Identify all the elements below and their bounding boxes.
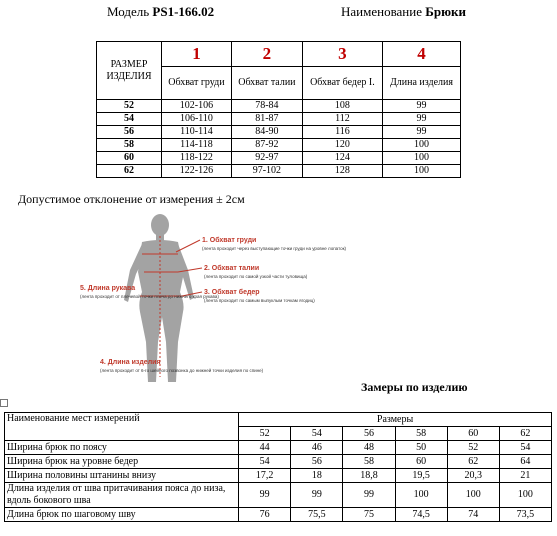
measures-title: Замеры по изделию bbox=[361, 380, 468, 394]
measure-name: Ширина брюк на уровне бедер bbox=[5, 455, 239, 469]
size-cell: 60 bbox=[97, 152, 162, 165]
measure-value: 19,5 bbox=[395, 469, 447, 483]
measure-row bbox=[5, 483, 552, 508]
value-cell: 100 bbox=[382, 152, 460, 165]
measure-name-header: Наименование мест измерений bbox=[5, 413, 239, 441]
measure-value: 48 bbox=[343, 441, 395, 455]
measure-row bbox=[5, 508, 552, 522]
measure-name: Ширина брюк по поясу bbox=[5, 441, 239, 455]
size-header: РАЗМЕР ИЗДЕЛИЯ bbox=[97, 42, 162, 100]
measure-value: 76 bbox=[239, 508, 291, 522]
value-cell: 100 bbox=[382, 165, 460, 178]
size-row bbox=[97, 165, 461, 178]
value-cell: 108 bbox=[302, 100, 382, 113]
column-header: Обхват талии bbox=[231, 67, 302, 100]
measure-value: 18,8 bbox=[343, 469, 395, 483]
value-cell: 124 bbox=[302, 152, 382, 165]
measurement-figure bbox=[80, 212, 370, 387]
size-cell: 54 bbox=[97, 113, 162, 126]
measure-value: 99 bbox=[343, 483, 395, 508]
measure-value: 100 bbox=[395, 483, 447, 508]
measure-value: 64 bbox=[499, 455, 551, 469]
measure-value: 50 bbox=[395, 441, 447, 455]
measure-value: 74 bbox=[447, 508, 499, 522]
sizes-header: Размеры bbox=[239, 413, 552, 427]
size-cell: 52 bbox=[97, 100, 162, 113]
size-column-header: 62 bbox=[499, 427, 551, 441]
size-cell: 58 bbox=[97, 139, 162, 152]
value-cell: 110-114 bbox=[162, 126, 232, 139]
value-cell: 118-122 bbox=[162, 152, 232, 165]
column-number: 2 bbox=[231, 42, 302, 67]
size-cell: 62 bbox=[97, 165, 162, 178]
value-cell: 128 bbox=[302, 165, 382, 178]
size-row bbox=[97, 152, 461, 165]
measure-value: 62 bbox=[447, 455, 499, 469]
measure-name: Длина изделия от шва притачивания пояса до низа, вдоль бокового шва bbox=[5, 483, 239, 508]
label-chest: 1. Обхват груди bbox=[202, 237, 257, 244]
measure-value: 99 bbox=[239, 483, 291, 508]
value-cell: 97-102 bbox=[231, 165, 302, 178]
measure-value: 52 bbox=[447, 441, 499, 455]
product-name-title bbox=[341, 4, 466, 20]
measure-value: 73,5 bbox=[499, 508, 551, 522]
measure-value: 100 bbox=[499, 483, 551, 508]
size-column-header: 54 bbox=[291, 427, 343, 441]
size-row bbox=[97, 126, 461, 139]
value-cell: 112 bbox=[302, 113, 382, 126]
measure-value: 58 bbox=[343, 455, 395, 469]
measure-value: 75,5 bbox=[291, 508, 343, 522]
value-cell: 78-84 bbox=[231, 100, 302, 113]
label-hips: 3. Обхват бедер bbox=[204, 289, 260, 296]
column-header: Обхват бедер I. bbox=[302, 67, 382, 100]
value-cell: 87-92 bbox=[231, 139, 302, 152]
model-title bbox=[107, 4, 214, 20]
size-column-header: 58 bbox=[395, 427, 447, 441]
label-sleeve-note: (лента проходит от плечевой точки плеча до нижнего края рукава) bbox=[80, 294, 219, 299]
measure-value: 17,2 bbox=[239, 469, 291, 483]
size-chart-table bbox=[96, 41, 461, 178]
value-cell: 114-118 bbox=[162, 139, 232, 152]
model-value: PS1-166.02 bbox=[152, 4, 215, 19]
size-cell: 56 bbox=[97, 126, 162, 139]
value-cell: 122-126 bbox=[162, 165, 232, 178]
measure-value: 60 bbox=[395, 455, 447, 469]
value-cell: 81-87 bbox=[231, 113, 302, 126]
value-cell: 116 bbox=[302, 126, 382, 139]
value-cell: 102-106 bbox=[162, 100, 232, 113]
value-cell: 84-90 bbox=[231, 126, 302, 139]
label-waist: 2. Обхват талии bbox=[204, 265, 260, 272]
value-cell: 99 bbox=[382, 126, 460, 139]
label-waist-note: (лента проходит по самой узкой части туловища) bbox=[204, 274, 308, 279]
size-row bbox=[97, 100, 461, 113]
measure-name: Длина брюк по шаговому шву bbox=[5, 508, 239, 522]
body-silhouette-image bbox=[80, 212, 370, 387]
column-header: Длина изделия bbox=[382, 67, 460, 100]
size-row bbox=[97, 113, 461, 126]
column-number: 3 bbox=[302, 42, 382, 67]
value-cell: 92-97 bbox=[231, 152, 302, 165]
column-header: Обхват груди bbox=[162, 67, 232, 100]
value-cell: 99 bbox=[382, 100, 460, 113]
label-length: 4. Длина изделия bbox=[100, 359, 161, 366]
name-label: Наименование bbox=[341, 4, 426, 19]
size-row bbox=[97, 139, 461, 152]
measure-value: 99 bbox=[291, 483, 343, 508]
measure-value: 54 bbox=[239, 455, 291, 469]
measurements-table bbox=[4, 412, 552, 522]
column-number: 1 bbox=[162, 42, 232, 67]
measure-value: 74,5 bbox=[395, 508, 447, 522]
measure-value: 56 bbox=[291, 455, 343, 469]
measure-value: 75 bbox=[343, 508, 395, 522]
table-anchor-icon bbox=[0, 399, 8, 407]
measure-value: 54 bbox=[499, 441, 551, 455]
value-cell: 120 bbox=[302, 139, 382, 152]
size-column-header: 52 bbox=[239, 427, 291, 441]
value-cell: 106-110 bbox=[162, 113, 232, 126]
label-chest-note: (лента проходит через выступающие точки груди на уровне лопаток) bbox=[202, 246, 347, 251]
name-value: Брюки bbox=[425, 4, 466, 19]
measure-row bbox=[5, 441, 552, 455]
measure-value: 46 bbox=[291, 441, 343, 455]
measure-name: Ширина половины штанины внизу bbox=[5, 469, 239, 483]
measure-value: 20,3 bbox=[447, 469, 499, 483]
size-column-header: 56 bbox=[343, 427, 395, 441]
measure-row bbox=[5, 455, 552, 469]
measure-value: 18 bbox=[291, 469, 343, 483]
label-length-note: (лента проходит от 6-го шейного позвонка до нижней точки изделия по спине) bbox=[100, 368, 264, 373]
measure-value: 21 bbox=[499, 469, 551, 483]
model-label: Модель bbox=[107, 4, 153, 19]
measure-row bbox=[5, 469, 552, 483]
value-cell: 99 bbox=[382, 113, 460, 126]
column-number: 4 bbox=[382, 42, 460, 67]
size-column-header: 60 bbox=[447, 427, 499, 441]
label-sleeve: 5. Длина рукава bbox=[80, 285, 136, 292]
label-hips-note: (лента проходит по самым выпуклым точкам ягодиц) bbox=[204, 298, 315, 303]
tolerance-note: Допустимое отклонение от измерения ± 2см bbox=[18, 192, 245, 206]
value-cell: 100 bbox=[382, 139, 460, 152]
measure-value: 100 bbox=[447, 483, 499, 508]
measure-value: 44 bbox=[239, 441, 291, 455]
